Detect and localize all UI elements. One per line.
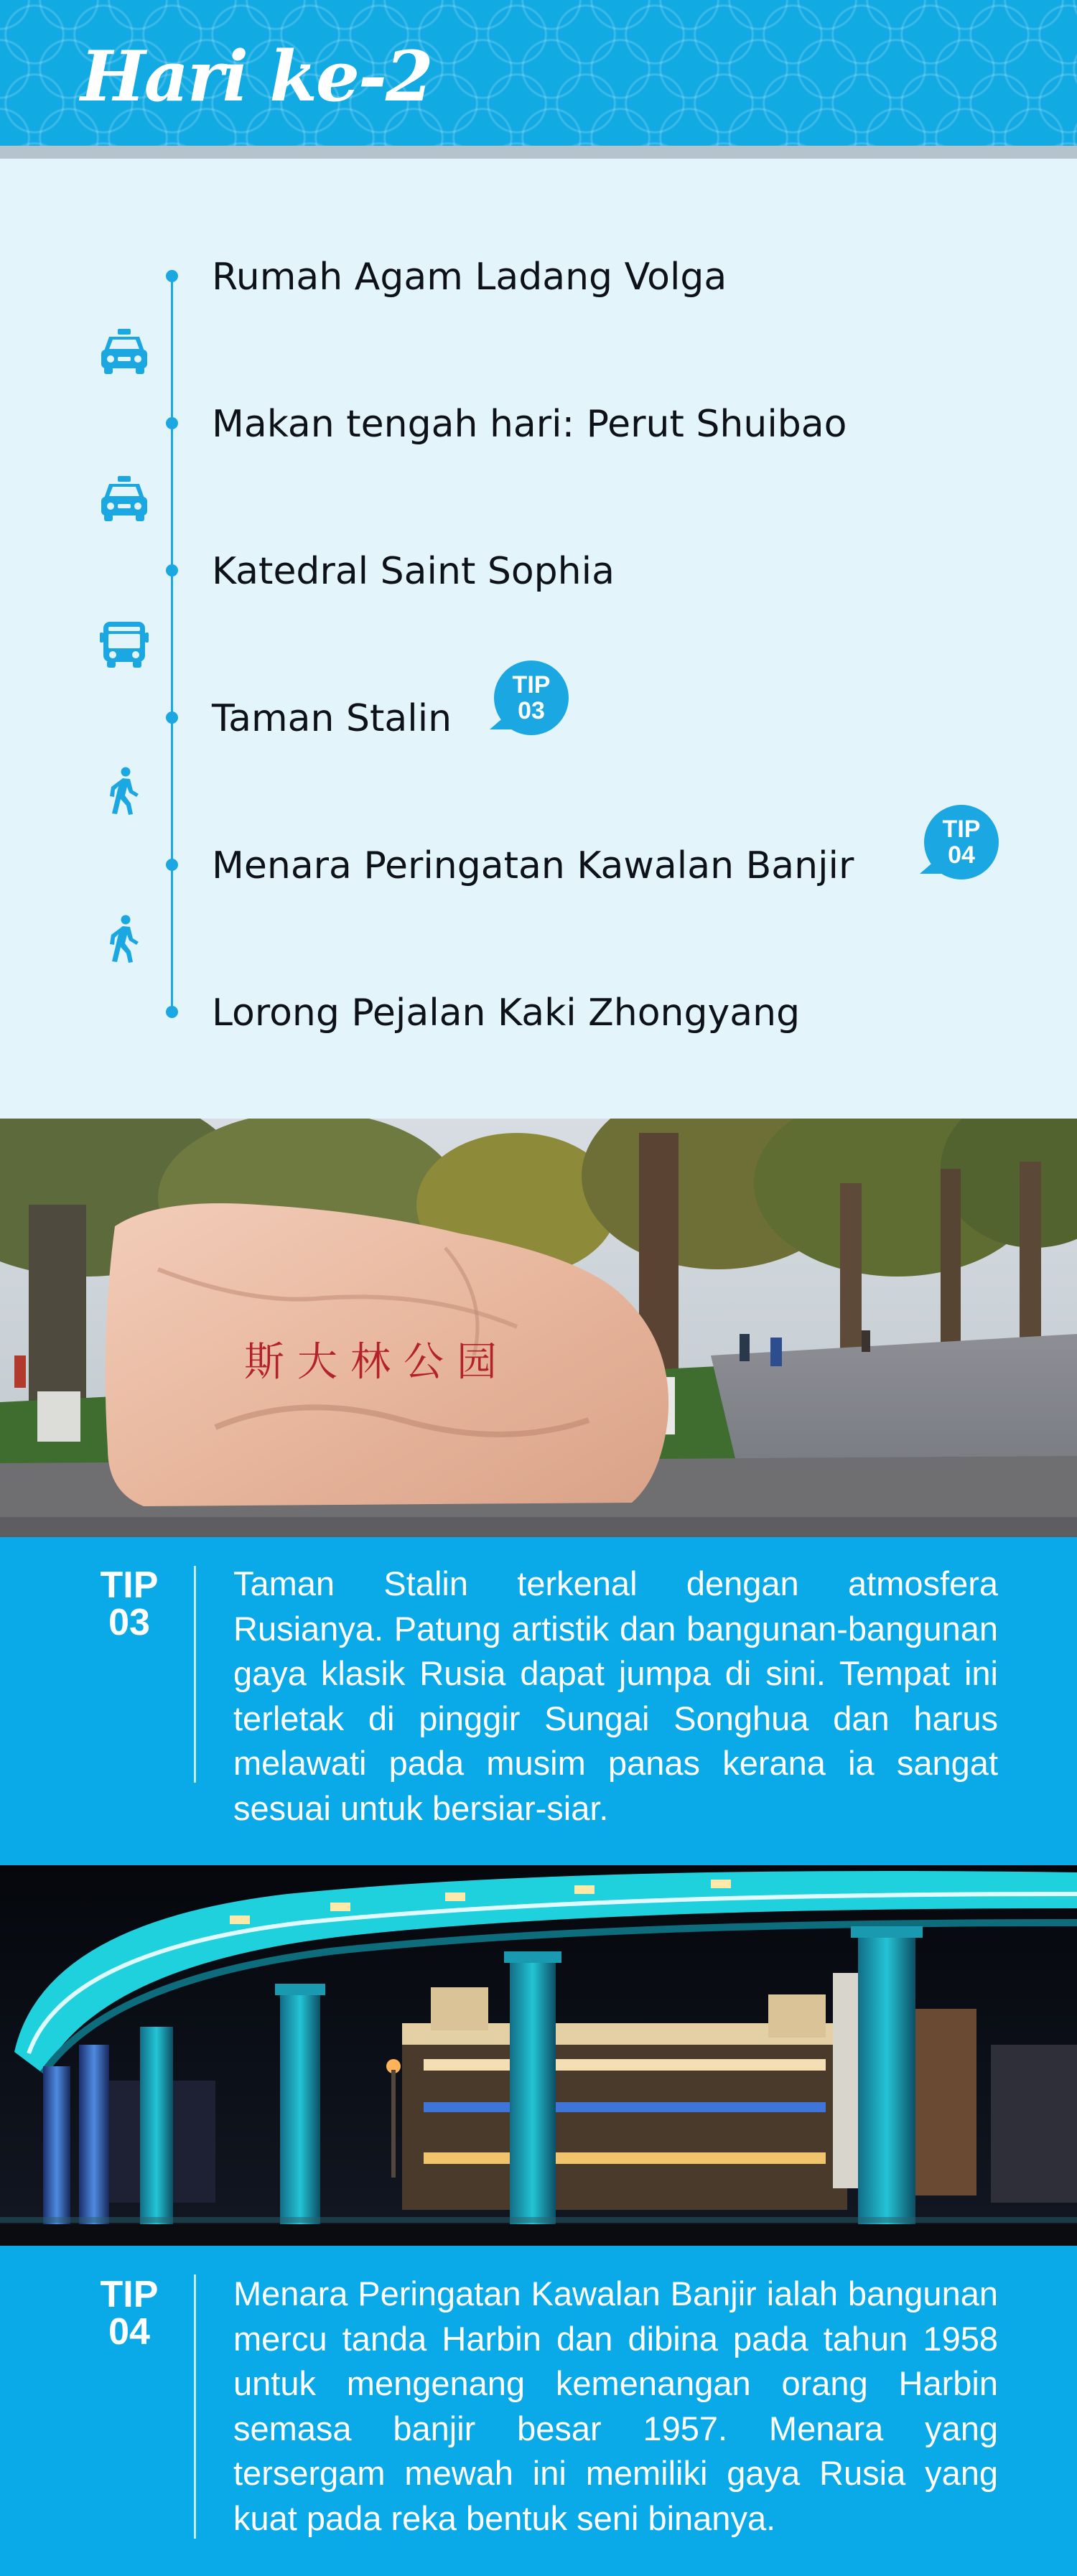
bus-icon — [99, 620, 149, 670]
tip-divider — [194, 1566, 196, 1783]
stop-label: Menara Peringatan Kawalan Banjir — [212, 844, 854, 887]
itinerary-stop — [0, 835, 1077, 892]
timeline-dot — [166, 1006, 178, 1018]
timeline-dot — [166, 711, 178, 724]
tip-heading — [79, 2276, 180, 2351]
flood-tower-photo — [0, 1865, 1077, 2246]
tip-heading — [79, 1564, 180, 1643]
tip-badge-word: TIP — [512, 671, 551, 699]
stalin-park-photo — [0, 1119, 1077, 1537]
itinerary-stop — [0, 393, 1077, 451]
tip-word: TIP — [100, 1564, 159, 1606]
walking-icon — [99, 767, 149, 817]
tip-badge-word: TIP — [942, 816, 981, 843]
day-title: Hari ke-2 — [80, 36, 432, 117]
rock-sign-text: 斯大林公园 — [244, 1339, 510, 1386]
timeline-line — [171, 275, 173, 1014]
itinerary-stop — [0, 541, 1077, 598]
tip-badge-number: 03 — [518, 697, 545, 724]
tip-word: TIP — [100, 2274, 159, 2315]
day-header — [0, 0, 1077, 146]
tip-04-badge[interactable] — [924, 805, 999, 879]
tip-number: 04 — [108, 2311, 150, 2353]
stop-label: Rumah Agam Ladang Volga — [212, 256, 727, 299]
tip-divider — [194, 2274, 196, 2539]
timeline-dot — [166, 417, 178, 429]
header-divider — [0, 146, 1077, 159]
tip-badge-number: 04 — [948, 841, 975, 869]
walking-icon — [99, 915, 149, 965]
tip-04-text: Menara Peringatan Kawalan Banjir ialah bangunan mercu tanda Harbin dan dibina pada tahun 1958 untuk mengenang kemenangan orang Harbin semasa banjir besar 1957. Menara yang tersergam mewah ini memiliki gaya Rusia yang kuat pada reka bentuk seni binanya. — [233, 2274, 998, 2537]
tip-03-text: Taman Stalin terkenal dengan atmosfera Rusianya. Patung artistik dan bangunan-bangunan gaya klasik Rusia dapat jumpa di sini. Tempat ini terletak di pinggir Sungai Songhua dan harus melawati pada musim panas kerana ia sangat sesuai untuk bersiar-siar. — [233, 1564, 998, 1827]
stop-label: Taman Stalin — [212, 697, 452, 740]
itinerary-stop — [0, 246, 1077, 304]
timeline-dot — [166, 270, 178, 282]
taxi-icon — [99, 474, 149, 524]
stop-label: Katedral Saint Sophia — [212, 550, 615, 593]
taxi-icon — [99, 327, 149, 377]
stop-label: Lorong Pejalan Kaki Zhongyang — [212, 991, 801, 1035]
tip-03-panel — [0, 1537, 1077, 1865]
timeline-dot — [166, 564, 178, 577]
tip-number: 03 — [108, 1602, 150, 1643]
tip-04-panel — [0, 2246, 1077, 2576]
itinerary-stop — [0, 982, 1077, 1040]
stop-label: Makan tengah hari: Perut Shuibao — [212, 403, 847, 446]
tip-03-badge[interactable] — [494, 661, 569, 735]
timeline-dot — [166, 859, 178, 871]
